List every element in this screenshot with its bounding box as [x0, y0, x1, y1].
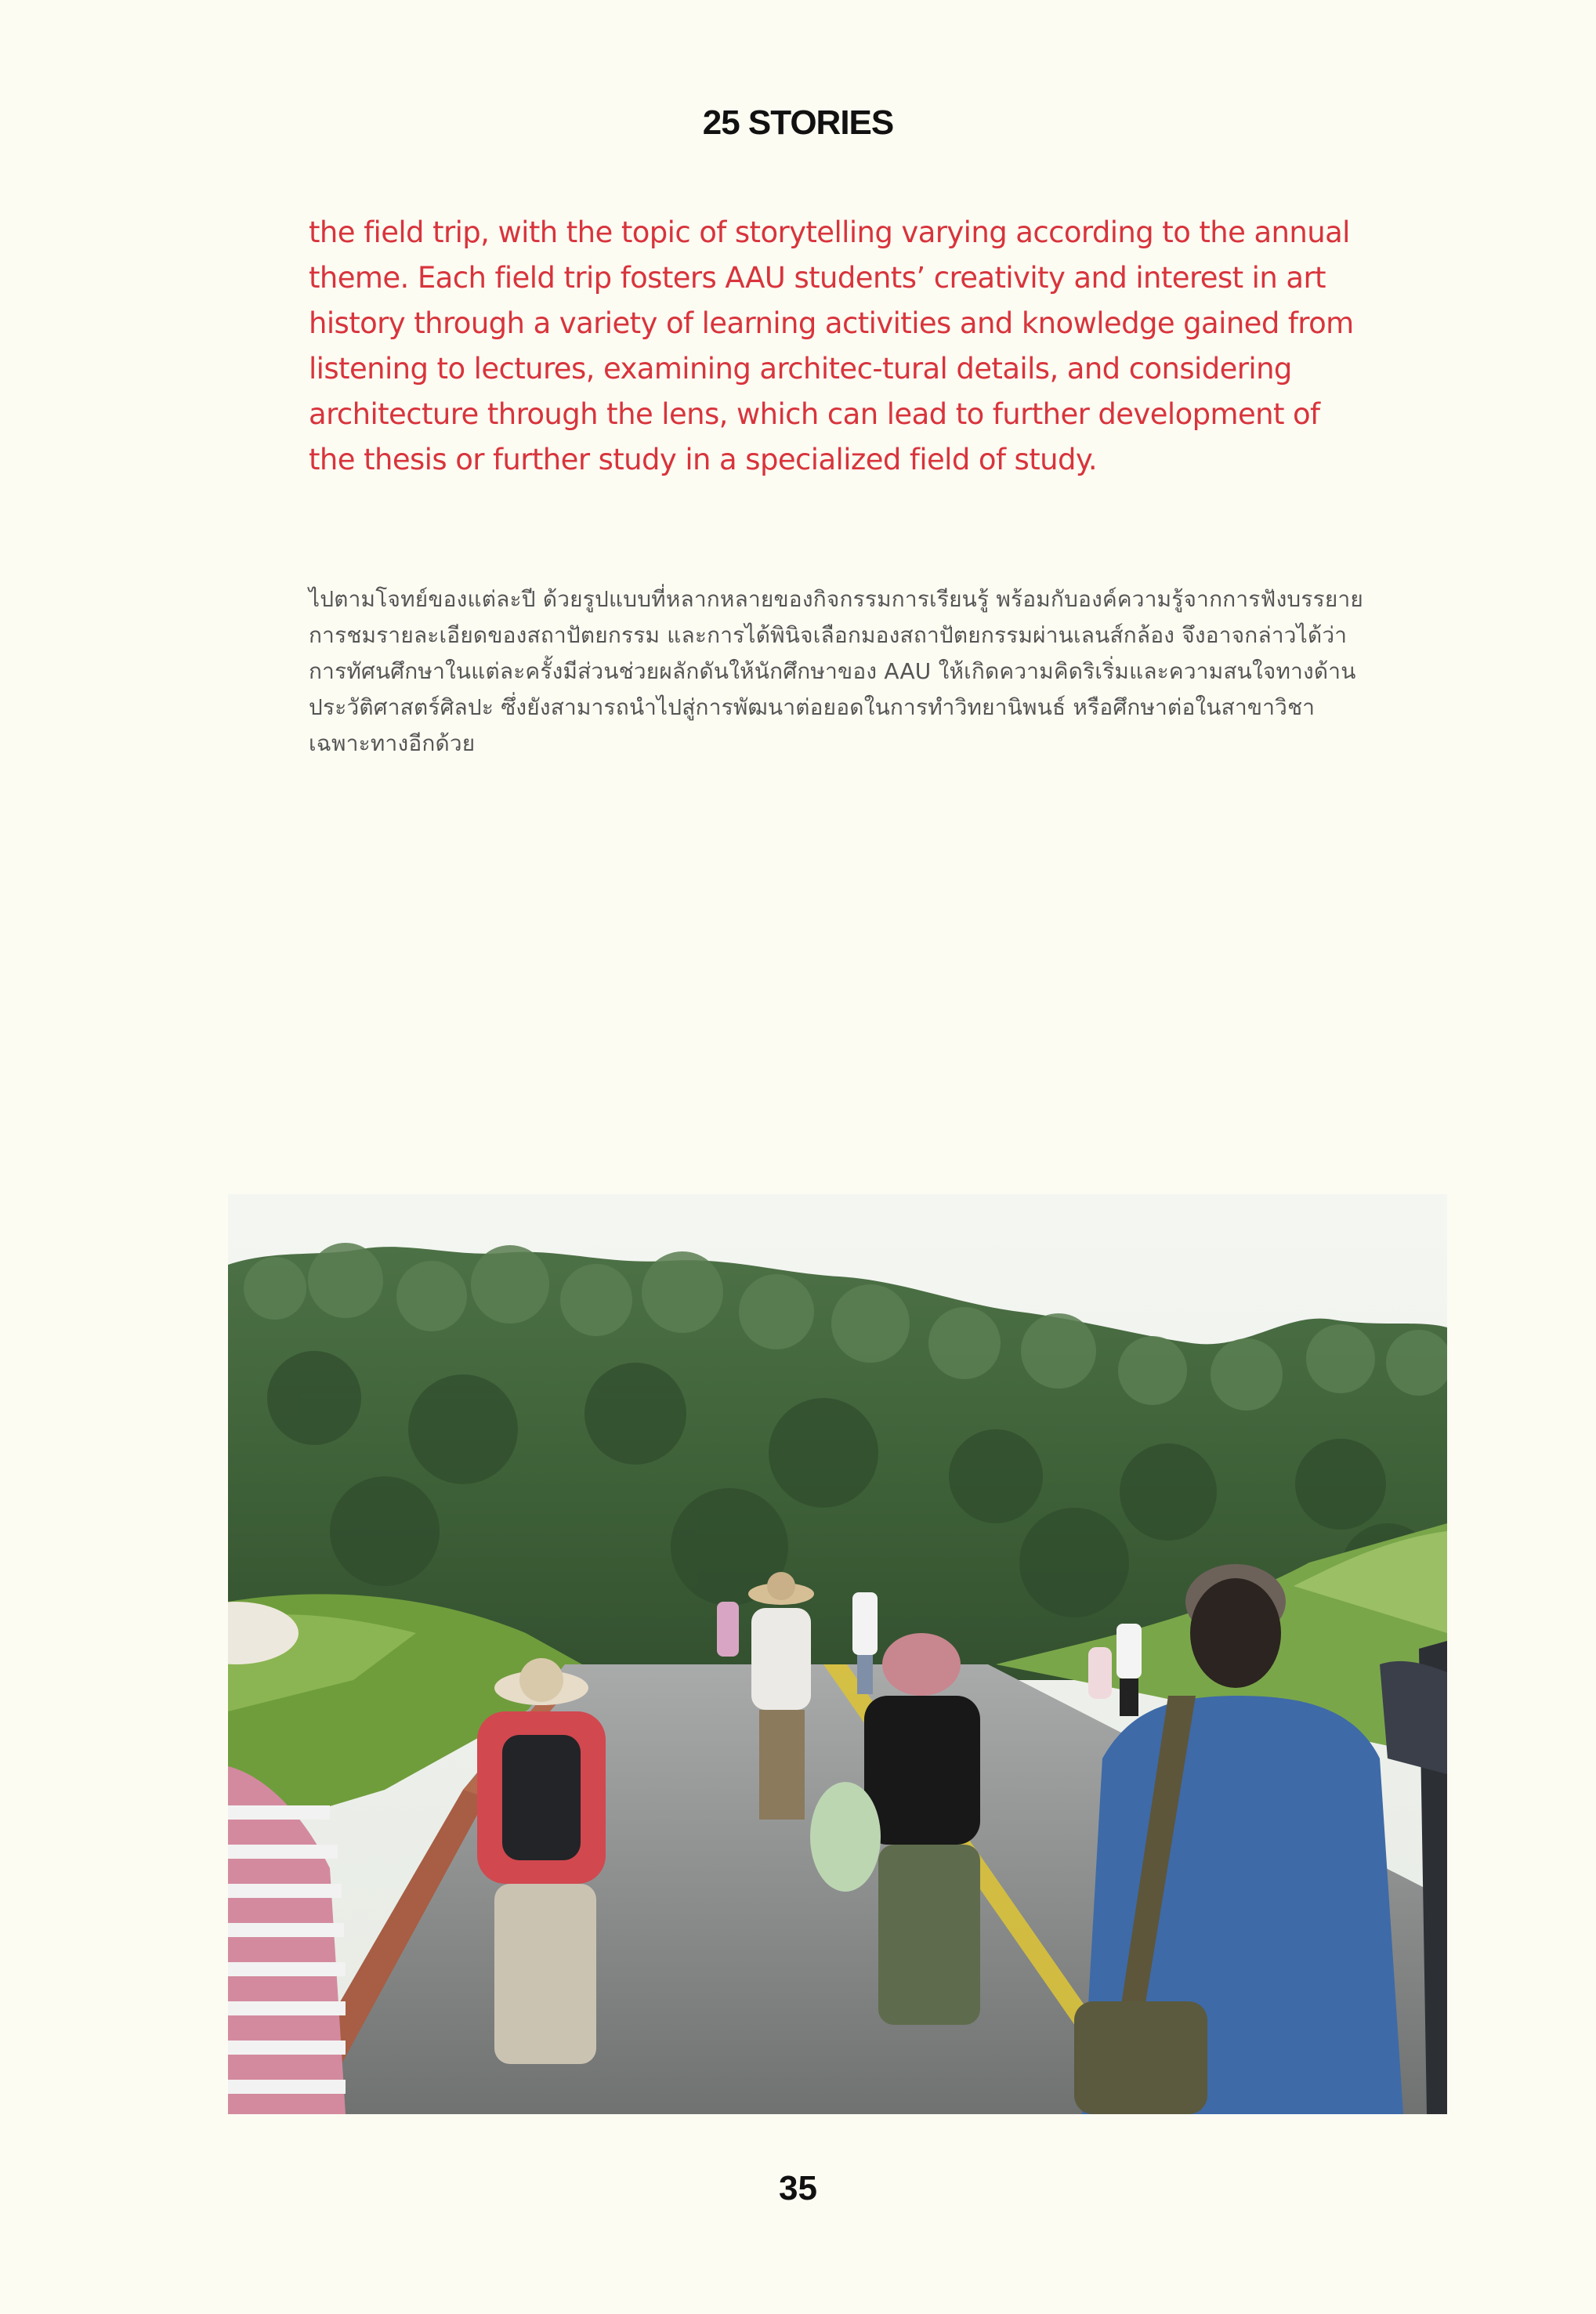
- english-paragraph: the field trip, with the topic of storytelling varying according to the annual theme. Each field trip fosters AAU students’ creativity and interest in art history through a variety of learning activities and knowledge gained from listening to lectures, examining architec-tural details, and considering architecture through the lens, which can lead to further development of the thesis or further study in a specialized field of study.: [309, 215, 1354, 476]
- thai-paragraph: ไปตามโจทย์ของแต่ละปี ด้วยรูปแบบที่หลากหลายของกิจกรรมการเรียนรู้ พร้อมกับองค์ความรู้จากการฟังบรรยาย การชมรายละเอียดของสถาปัตยกรรม และการได้พินิจเลือกมองสถาปัตยกรรมผ่านเลนส์กล้อง จึงอาจกล่าวได้ว่า การทัศนศึกษาในแต่ละครั้งมีส่วนช่วยผลักดันให้นักศึกษาของ AAU ให้เกิดความคิดริเริ่มและความสนใจทางด้านประวัติศาสตร์ศิลปะ ซึ่งยังสามารถนำไปสู่การพัฒนาต่อยอดในการทำวิทยานิพนธ์ หรือศึกษาต่อในสาขาวิชาเฉพาะทางอีกด้วย: [309, 586, 1364, 756]
- running-title: 25 STORIES: [702, 103, 894, 142]
- field-trip-photo: [228, 1194, 1447, 2114]
- page-number: 35: [779, 2169, 817, 2207]
